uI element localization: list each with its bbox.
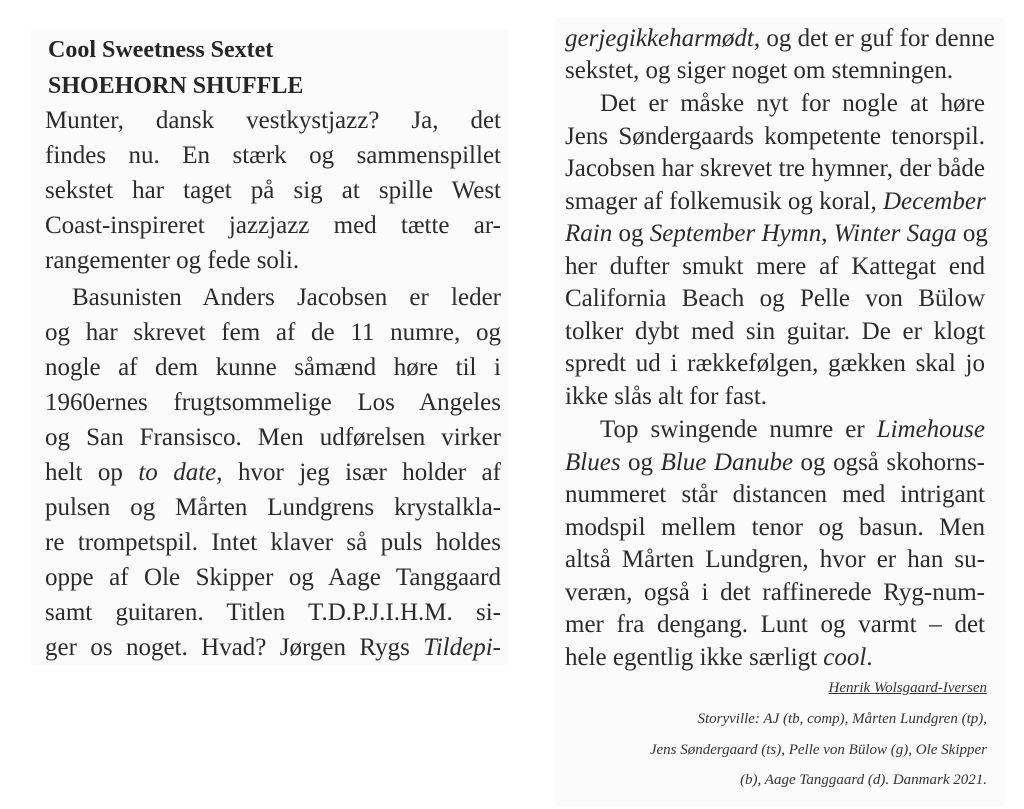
credits-line: Jens Søndergaard (ts), Pelle von Bülow (g), Ole Skipper: [649, 742, 987, 758]
body-line-mixed: [565, 448, 985, 478]
body-line: oppe af Ole Skipper og Aage Tanggaard: [45, 564, 501, 591]
italic-phrase: Blue Danube: [660, 449, 794, 476]
text-run: ger os noget. Hvad? Jørgen Rygs: [45, 634, 424, 661]
text-run: og: [612, 220, 650, 247]
body-line: modspil mellem tenor og basun. Men: [565, 514, 985, 541]
body-line: nogle af dem kunne såmænd høre til i: [45, 354, 501, 381]
credits-line: Storyville: AJ (tb, comp), Mårten Lundgren (tp),: [697, 711, 987, 727]
body-line-mixed: [565, 187, 985, 217]
body-line: re trompetspil. Intet klaver så puls holdes: [45, 529, 501, 556]
text-run: , og det er guf for denne: [753, 25, 995, 52]
body-line: pulsen og Mårten Lundgrens krystalkla-: [45, 494, 501, 521]
italic-phrase: December: [882, 188, 986, 215]
body-line: sekstet, og siger noget om stemningen.: [565, 57, 954, 84]
italic-phrase: to date: [138, 459, 217, 486]
italic-phrase: gerjegikkeharmødt: [565, 25, 754, 52]
body-line: rangementer og fede soli.: [45, 247, 300, 274]
body-line: sekstet har taget på sig at spille West: [45, 177, 501, 204]
body-line: California Beach og Pelle von Bülow: [565, 285, 985, 312]
body-line: tolker dybt med sin guitar. De er klogt: [565, 318, 985, 345]
body-line-mixed: [565, 643, 985, 673]
italic-phrase: Rain: [565, 220, 613, 247]
body-line: Jacobsen har skrevet tre hymner, der både: [565, 155, 985, 182]
body-line: nummeret står distancen med intrigant: [565, 481, 985, 508]
body-line-mixed: [565, 24, 995, 54]
artist-name: Cool Sweetness Sextet: [48, 37, 274, 63]
italic-phrase: Blues: [565, 449, 621, 476]
text-run: hele egentlig ikke særligt: [565, 644, 824, 671]
left-column: [30, 30, 508, 665]
body-line: veræn, også i det raffinerede Ryg-num-: [565, 579, 985, 606]
body-line: ikke slås alt for fast.: [565, 383, 768, 410]
body-line-mixed: [565, 219, 988, 249]
body-line: samt guitaren. Titlen T.D.P.J.I.H.M. si-: [45, 599, 501, 626]
italic-phrase: Tildepi-: [423, 634, 501, 661]
italic-phrase: cool: [823, 644, 867, 671]
italic-phrase: Limehouse: [876, 416, 985, 443]
reviewer-signature: Henrik Wolsgaard-Iversen: [828, 680, 987, 696]
credits-line: (b), Aage Tanggaard (d). Danmark 2021.: [740, 772, 987, 788]
body-line: spredt ud i rækkefølgen, gækken skal jo: [565, 350, 985, 377]
body-line: findes nu. En stærk og sammenspillet: [45, 142, 501, 169]
body-line: Coast-inspireret jazzjazz med tætte ar-: [45, 212, 501, 239]
text-run: helt op: [45, 459, 139, 486]
body-line-mixed: [45, 458, 501, 488]
body-line-mixed: [45, 633, 501, 663]
body-line-mixed: [600, 415, 985, 445]
body-line: Munter, dansk vestkystjazz? Ja, det: [45, 107, 501, 134]
text-run: og: [620, 449, 661, 476]
body-line: Jens Søndergaards kompetente tenorspil.: [565, 123, 985, 150]
body-line: og San Fransisco. Men udførelsen virker: [45, 424, 501, 451]
text-run: smager af folkemusik og koral,: [565, 188, 883, 215]
body-line: 1960ernes frugtsommelige Los Angeles: [45, 389, 501, 416]
right-column: [555, 18, 1005, 806]
body-line: og har skrevet fem af de 11 numre, og: [45, 319, 501, 346]
text-run: Top swingende numre er: [600, 416, 877, 443]
text-run: .: [866, 644, 873, 671]
text-run: og også skohorns-: [793, 449, 986, 476]
body-line: altså Mårten Lundgren, hvor er han su-: [565, 546, 985, 573]
text-run: og: [956, 220, 988, 247]
text-run: , hvor jeg især holder af: [216, 459, 501, 486]
body-line: her dufter smukt mere af Kattegat end: [565, 253, 985, 280]
body-line: Det er måske nyt for nogle at høre: [600, 90, 985, 117]
body-line: Basunisten Anders Jacobsen er leder: [72, 284, 501, 311]
italic-phrase: September Hymn: [649, 220, 822, 247]
text-run: ,: [821, 220, 834, 247]
body-line: mer fra dengang. Lunt og varmt – det: [565, 611, 985, 638]
album-title: SHOEHORN SHUFFLE: [48, 73, 304, 99]
italic-phrase: Winter Saga: [833, 220, 957, 247]
